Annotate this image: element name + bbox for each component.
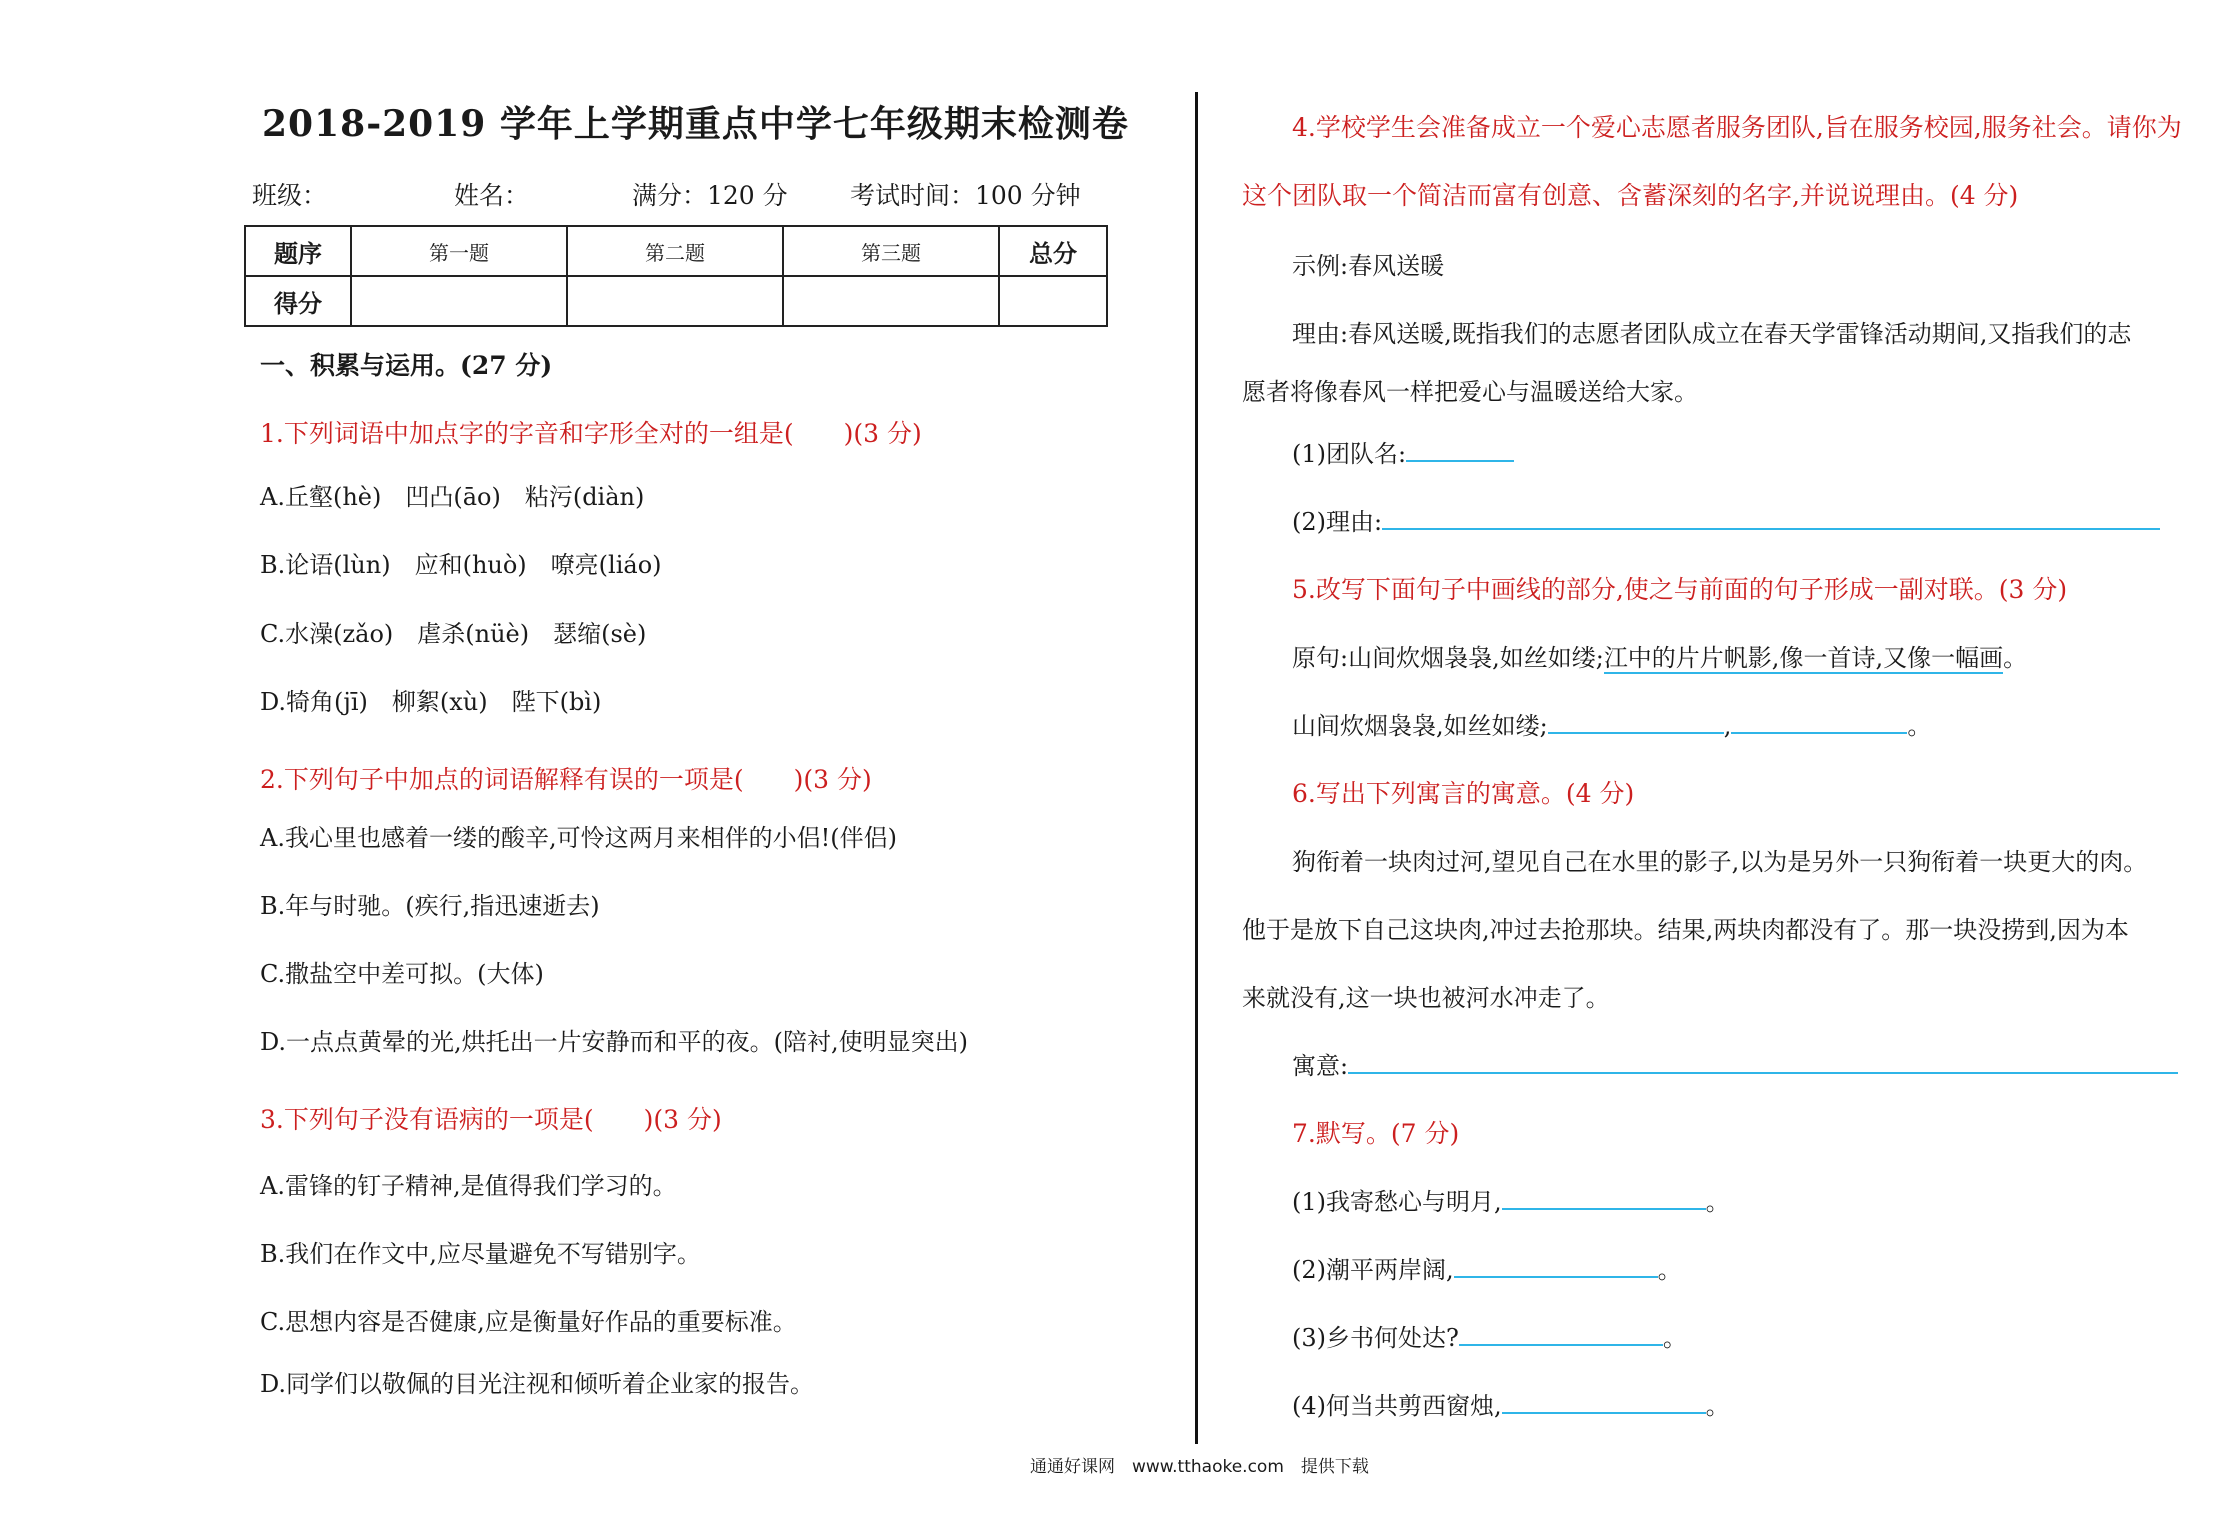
q3-score-cell[interactable] xyxy=(783,276,999,326)
q3-header: 第三题 xyxy=(783,226,999,276)
q6-stem: 6.写出下列寓言的寓意。(4 分) xyxy=(1292,779,1635,808)
q6-moral-label: 寓意: xyxy=(1292,1052,1349,1080)
q4-team-name-row xyxy=(1292,434,1514,469)
q1-option-b[interactable]: B.论语(lùn) 应和(huò) 嘹亮(liáo) xyxy=(260,551,662,579)
q7-line2-blank[interactable] xyxy=(1454,1252,1658,1278)
q4-reason-line1: 理由:春风送暖,既指我们的志愿者团队成立在春天学雷锋活动期间,又指我们的志 xyxy=(1292,320,2132,348)
q2-option-d[interactable]: D.一点点黄晕的光,烘托出一片安静而和平的夜。(陪衬,使明显突出) xyxy=(260,1028,968,1056)
q1-option-a[interactable]: A.丘壑(hè) 凹凸(āo) 粘污(diàn) xyxy=(260,483,645,511)
q4-stem-line2: 这个团队取一个简洁而富有创意、含蓄深刻的名字,并说说理由。(4 分) xyxy=(1242,181,2019,210)
q3-option-d[interactable]: D.同学们以敬佩的目光注视和倾听着企业家的报告。 xyxy=(260,1370,815,1398)
full-score: 满分：120 分 xyxy=(632,181,788,210)
column-divider xyxy=(1195,92,1198,1444)
q4-reason-blank[interactable] xyxy=(1382,504,2160,530)
q2-score-cell[interactable] xyxy=(567,276,783,326)
q3-option-b[interactable]: B.我们在作文中,应尽量避免不写错别字。 xyxy=(260,1240,701,1268)
q2-option-a[interactable]: A.我心里也感着一缕的酸辛,可怜这两月来相伴的小侣!(伴侣) xyxy=(260,824,897,852)
q7-line3-text: (3)乡书何处达? xyxy=(1292,1324,1459,1352)
q3-option-c[interactable]: C.思想内容是否健康,应是衡量好作品的重要标准。 xyxy=(260,1308,797,1336)
q7-line4-text: (4)何当共剪西窗烛, xyxy=(1292,1392,1502,1420)
footer-credit: 通通好课网 www.tthaoke.com 提供下载 xyxy=(1030,1457,1369,1477)
q2-stem: 2.下列句子中加点的词语解释有误的一项是( )(3 分) xyxy=(260,765,872,794)
q2-header: 第二题 xyxy=(567,226,783,276)
exam-time: 考试时间：100 分钟 xyxy=(850,181,1081,210)
q3-option-a[interactable]: A.雷锋的钉子精神,是值得我们学习的。 xyxy=(260,1172,677,1200)
q2-option-b[interactable]: B.年与时驰。(疾行,指迅速逝去) xyxy=(260,892,600,920)
section-heading: 一、积累与运用。(27 分) xyxy=(260,351,553,380)
total-header: 总分 xyxy=(999,226,1107,276)
q7-line3 xyxy=(1292,1318,1687,1353)
q6-paragraph-line3: 来就没有,这一块也被河水冲走了。 xyxy=(1242,984,1610,1012)
q5-answer-prefix: 山间炊烟袅袅,如丝如缕; xyxy=(1292,712,1548,740)
q7-line4 xyxy=(1292,1386,1730,1421)
q2-option-c[interactable]: C.撒盐空中差可拟。(大体) xyxy=(260,960,544,988)
q4-stem-line1: 4.学校学生会准备成立一个爱心志愿者服务团队,旨在服务校园,服务社会。请你为 xyxy=(1292,113,2182,142)
q7-line3-period: 。 xyxy=(1662,1324,1687,1352)
score-table-score-row xyxy=(245,276,1107,326)
q7-line2-text: (2)潮平两岸阔, xyxy=(1292,1256,1454,1284)
q5-answer-row xyxy=(1292,706,1931,741)
q7-line1-blank[interactable] xyxy=(1502,1184,1706,1210)
score-label: 得分 xyxy=(245,276,351,326)
q5-original-prefix: 原句:山间炊烟袅袅,如丝如缕; xyxy=(1292,644,1604,672)
q4-team-name-label: (1)团队名: xyxy=(1292,440,1407,468)
score-table xyxy=(244,225,1108,327)
q7-line4-period: 。 xyxy=(1705,1392,1730,1420)
q4-reason-row xyxy=(1292,502,2160,537)
q6-paragraph-line2: 他于是放下自己这块肉,冲过去抢那块。结果,两块肉都没有了。那一块没捞到,因为本 xyxy=(1242,916,2129,944)
q7-line3-blank[interactable] xyxy=(1459,1320,1663,1346)
q6-paragraph-line1: 狗衔着一块肉过河,望见自己在水里的影子,以为是另外一只狗衔着一块更大的肉。 xyxy=(1292,848,2148,876)
q7-line2-period: 。 xyxy=(1657,1256,1682,1284)
q3-stem: 3.下列句子没有语病的一项是( )(3 分) xyxy=(260,1105,722,1134)
score-table-header-row xyxy=(245,226,1107,276)
q4-example: 示例:春风送暖 xyxy=(1292,252,1445,280)
q5-original-suffix: 。 xyxy=(2003,644,2028,672)
q7-line2 xyxy=(1292,1250,1682,1285)
q7-line1-text: (1)我寄愁心与明月, xyxy=(1292,1188,1502,1216)
q1-stem: 1.下列词语中加点字的字音和字形全对的一组是( )(3 分) xyxy=(260,419,922,448)
q4-team-name-blank[interactable] xyxy=(1406,436,1514,462)
q1-option-d[interactable]: D.犄角(jī) 柳絮(xù) 陛下(bì) xyxy=(260,688,602,716)
page-title: 2018-2019 学年上学期重点中学七年级期末检测卷 xyxy=(262,103,1129,145)
q4-reason-line2: 愿者将像春风一样把爱心与温暖送给大家。 xyxy=(1242,378,1698,406)
q1-option-c[interactable]: C.水澡(zǎo) 虐杀(nüè) 瑟缩(sè) xyxy=(260,620,647,648)
q5-original-row xyxy=(1292,638,2027,673)
total-score-cell[interactable] xyxy=(999,276,1107,326)
class-label: 班级： xyxy=(252,181,328,210)
q6-moral-blank[interactable] xyxy=(1348,1048,2178,1074)
q7-line4-blank[interactable] xyxy=(1502,1388,1706,1414)
q1-score-cell[interactable] xyxy=(351,276,567,326)
q1-header: 第一题 xyxy=(351,226,567,276)
q7-line1-period: 。 xyxy=(1705,1188,1730,1216)
q5-answer-blank-1[interactable] xyxy=(1548,708,1724,734)
q5-stem: 5.改写下面句子中画线的部分,使之与前面的句子形成一副对联。(3 分) xyxy=(1292,575,2068,604)
q4-reason-label: (2)理由: xyxy=(1292,508,1383,536)
q5-answer-blank-2[interactable] xyxy=(1731,708,1907,734)
q5-original-underlined: 江中的片片帆影,像一首诗,又像一幅画 xyxy=(1603,644,2004,672)
q5-answer-comma: , xyxy=(1723,712,1732,740)
q7-line1 xyxy=(1292,1182,1730,1217)
q7-stem: 7.默写。(7 分) xyxy=(1292,1119,1460,1148)
q6-moral-row xyxy=(1292,1046,2178,1081)
order-header: 题序 xyxy=(245,226,351,276)
q5-answer-period: 。 xyxy=(1907,712,1932,740)
name-label: 姓名： xyxy=(454,181,530,210)
